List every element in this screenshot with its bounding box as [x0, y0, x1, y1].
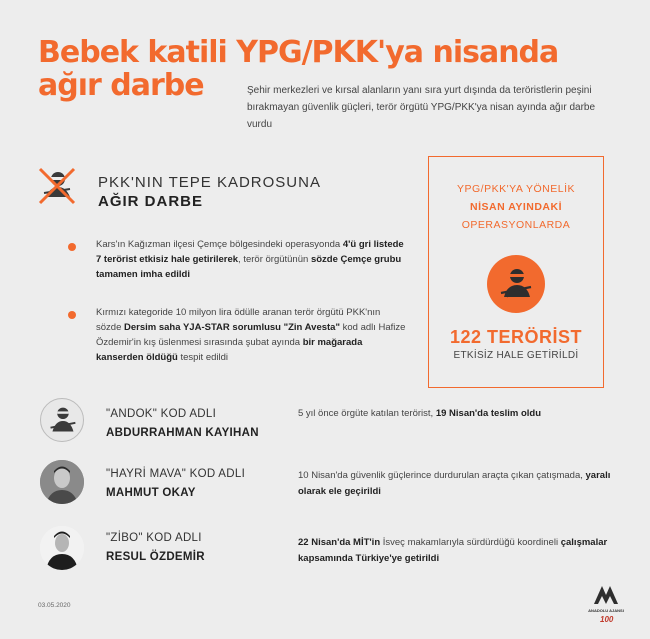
anadolu-ajansi-logo: [586, 580, 626, 630]
text-segment: Dersim saha YJA-STAR sorumlusu "Zin Avesta": [124, 322, 340, 333]
person-3-code: "ZİBO" KOD ADLI: [106, 532, 202, 544]
text-segment: 10 Nisan'da güvenlik güçlerince durdurulan araçta çıkan çatışmada,: [298, 470, 586, 481]
person-1-name: ABDURRAHMAN KAYIHAN: [106, 427, 259, 439]
text-segment: 5 yıl önce örgüte katılan terörist,: [298, 408, 436, 419]
person-2-name: MAHMUT OKAY: [106, 487, 196, 499]
title-line1: Bebek katili YPG/PKK'ya nisanda: [38, 35, 559, 70]
section-heading-line2: AĞIR DARBE: [98, 193, 204, 210]
stats-box: [428, 156, 604, 388]
militant-icon: [487, 255, 545, 313]
person-photo: [40, 526, 84, 570]
text-segment: , terör örgütünün: [238, 254, 311, 265]
box-subtitle: ETKİSİZ HALE GETİRİLDİ: [453, 350, 579, 361]
text-segment: sözde Çemçe grubu tamamen imha edildi: [96, 254, 402, 280]
person-1-desc: [298, 406, 618, 422]
text-segment: Kırmızı kategoride 10 milyon lira ödülle aranan terör örgütü PKK'nın sözde: [96, 307, 381, 333]
text-segment: 22 Nisan'da MİT'in: [298, 537, 381, 548]
logo-text: ANADOLU AJANSI: [588, 608, 624, 613]
person-3-desc: [298, 535, 618, 567]
person-1-code: "ANDOK" KOD ADLI: [106, 408, 217, 420]
section-heading-line1: PKK'NIN TEPE KADROSUNA: [98, 174, 321, 191]
person-3-name: RESUL ÖZDEMİR: [106, 551, 205, 563]
bullet-icon: [68, 243, 76, 251]
text-segment: Kars'ın Kağızman ilçesi Çemçe bölgesindeki operasyonda: [96, 239, 343, 250]
box-line2: NİSAN AYINDAKİ: [470, 201, 562, 213]
box-line3: OPERASYONLARDA: [461, 219, 571, 231]
person-2-code: "HAYRİ MAVA" KOD ADLI: [106, 468, 246, 480]
intro-text: Şehir merkezleri ve kırsal alanların yanı sıra yurt dışında da teröristlerin peşini bırakmayan güvenlik güçleri, terör örgütü YPG/PKK'ya nisan ayında ağır darbe vurdu: [247, 85, 596, 130]
crossed-out-militant-icon: [36, 165, 78, 207]
text-segment: İsveç makamlarıyla sürdürdüğü koordineli: [380, 537, 561, 548]
text-segment: kod adlı Hafize Özdemir'in kış üslenmesi sırasında şubat ayında: [96, 322, 406, 348]
box-count: 122 TERÖRİST: [449, 327, 583, 347]
date-label: 03.05.2020: [38, 602, 71, 609]
bullet-icon: [68, 311, 76, 319]
title-line2: ağır darbe: [38, 68, 204, 103]
paragraph-1: [96, 237, 406, 282]
militant-icon: [40, 398, 84, 442]
person-photo: [40, 460, 84, 504]
person-2-desc: [298, 468, 618, 500]
paragraph-2: [96, 305, 406, 365]
svg-text:100: 100: [600, 615, 614, 624]
text-segment: 4'ü gri listede 7 terörist etkisiz hale getirilerek: [96, 239, 404, 265]
text-segment: 19 Nisan'da teslim oldu: [435, 408, 542, 419]
text-segment: çalışmalar kapsamında Türkiye'ye getirildi: [298, 537, 608, 564]
text-segment: bir mağarada kanserden öldüğü: [96, 337, 363, 363]
text-segment: yaralı olarak ele geçirildi: [298, 470, 611, 497]
text-segment: tespit edildi: [177, 352, 228, 363]
box-line1: YPG/PKK'YA YÖNELİK: [457, 183, 575, 195]
